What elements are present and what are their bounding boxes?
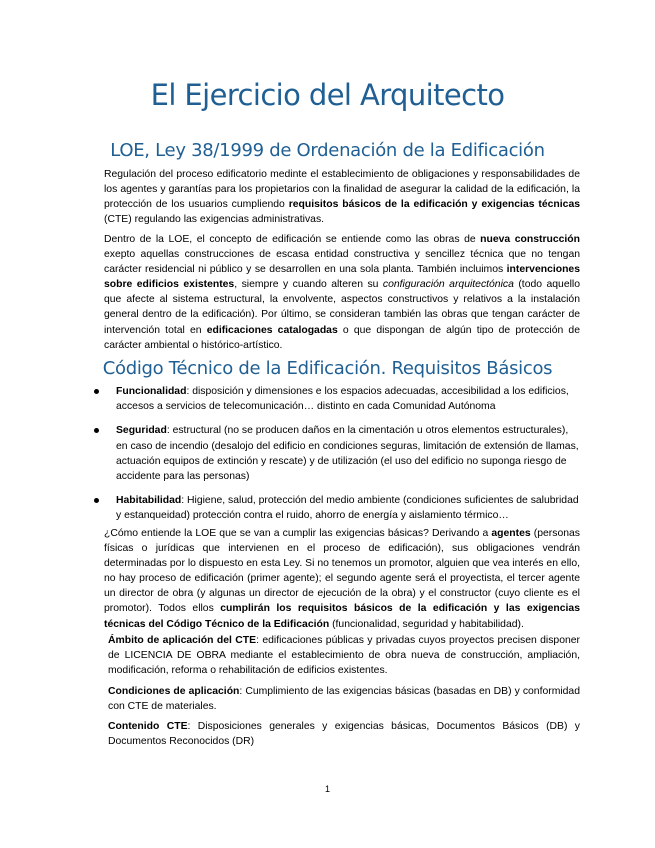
- paragraph-agentes: ¿Cómo entiende la LOE que se van a cumplir las exigencias básicas? Derivando a agentes (personas físicas o jurídicas que intervienen en el proceso de edificación), sus obligaciones vendrán determinadas por lo dispuesto en esta Ley. Si no tenemos un promotor, alguien que vea interés en ello, no hay proceso de edificación (primer agente); el segundo agente será el proyectista, el tercer agente un director de obra (y algunas un director de ejecución de la obra) y el constructor (cuyo cliente es el promotor). Todos ellos cumplirán los requisitos básicos de la edificación y las exigencias técnicas del Código Técnico de la Edificación (funcionalidad, seguridad y habitabilidad).: [104, 528, 580, 630]
- paragraph-loe-intro: Regulación del proceso edificatorio medinte el establecimiento de obligaciones y responsabilidades de los agentes y garantías para los propietarios con la finalidad de asegurar la calidad de la edificación, la protección de los usuarios cumpliendo requisitos básicos de la edificación y exigencias técnicas (CTE) regulando las exigencias administrativas.: [104, 169, 580, 226]
- list-item: Funcionalidad: disposición y dimensiones e los espacios adecuadas, accesibilidad a los edificios, accesos a servicios de telecomunicación… distinto en cada Comunidad Autónoma: [96, 384, 580, 414]
- paragraph-ambito-aplicacion: Ámbito de aplicación del CTE: edificaciones públicas y privadas cuyos proyectos precisen disponer de LICENCIA DE OBRA mediante el establecimiento de obra nueva de construcción, ampliación, modificación, reforma o rehabilitación de edificios existentes.: [108, 635, 580, 677]
- section-heading-loe: LOE, Ley 38/1999 de Ordenación de la Edificación: [110, 140, 545, 161]
- paragraph-contenido-cte: Contenido CTE: Disposiciones generales y exigencias básicas, Documentos Básicos (DB) y Documentos Reconocidos (DR): [108, 721, 580, 748]
- paragraph-condiciones-aplicacion: Condiciones de aplicación: Cumplimiento de las exigencias básicas (basadas en DB) y conformidad con CTE de materiales.: [108, 686, 580, 713]
- bullet-icon: [94, 428, 99, 433]
- paragraph-loe-edificacion: Dentro de la LOE, el concepto de edificación se entiende como las obras de nueva construcción exepto aquellas construcciones de escasa entidad constructiva y sencillez técnica que no tengan carácter residencial ni público y se desarrollen en una sola planta. También incluimos intervenciones sobre edificios existentes, siempre y cuando alteren su configuración arquitectónica (todo aquello que afecte al sistema estructural, la envolvente, aspectos constructivos y relativos a la instalación general dentro de la edificación). Por último, se consideran también las obras que tengan carácter de intervención total en edificaciones catalogadas o que dispongan de algún tipo de protección de carácter ambiental o histórico-artístico.: [104, 234, 581, 351]
- requisitos-list: [96, 384, 580, 533]
- section-heading-cte: Código Técnico de la Edificación. Requisitos Básicos: [102, 358, 553, 379]
- list-item: Habitabilidad: Higiene, salud, protección del medio ambiente (condiciones suficientes de salubridad y estanqueidad) protección contra el ruido, ahorro de energía y aislamiento térmico…: [96, 493, 580, 523]
- bullet-icon: [94, 389, 99, 394]
- list-item: Seguridad: estructural (no se producen daños en la cimentación u otros elementos estructurales), en caso de incendio (desalojo del edificio en condiciones seguras, limitación de extensión de llamas, actuación equipos de extinción y rescate) y de utilización (el uso del edificio no suponga riesgo de accidente para las personas): [96, 423, 580, 484]
- page-number: 1: [324, 784, 330, 794]
- document-title: El Ejercicio del Arquitecto: [150, 78, 505, 112]
- bullet-icon: [94, 498, 99, 503]
